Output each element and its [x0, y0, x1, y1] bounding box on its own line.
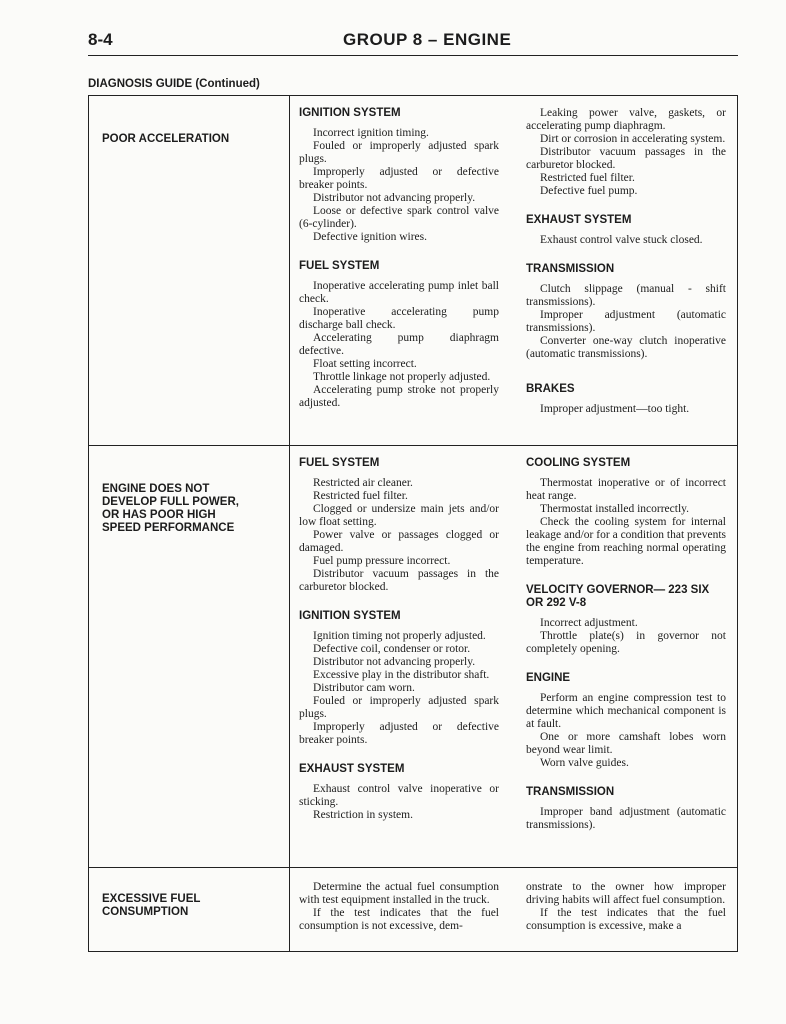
section-heading: IGNITION SYSTEM [299, 610, 401, 622]
list-item: Distributor vacuum passages in the carburetor blocked. [526, 146, 726, 171]
row1-left-column [299, 107, 499, 410]
section-heading: TRANSMISSION [526, 263, 615, 275]
list-item: Restriction in system. [313, 809, 413, 821]
list-item: Dirt or corrosion in accelerating system. [540, 133, 726, 145]
section-heading: EXHAUST SYSTEM [526, 214, 632, 226]
list-item: If the test indicates that the fuel consumption is excessive, make a [526, 907, 726, 932]
list-item: Restricted fuel filter. [540, 172, 635, 184]
section-heading: TRANSMISSION [526, 786, 615, 798]
list-item: Exhaust control valve inoperative or sticking. [299, 783, 499, 808]
list-item: Throttle linkage not properly adjusted. [313, 371, 491, 383]
section-heading: ENGINE [526, 672, 571, 684]
section-heading: BRAKES [526, 383, 575, 395]
section-heading: IGNITION SYSTEM [299, 107, 401, 119]
column-divider [289, 96, 290, 951]
list-item: Thermostat inoperative or of incorrect heat range. [526, 477, 726, 502]
list-item: Defective ignition wires. [313, 231, 428, 243]
list-item: Incorrect ignition timing. [313, 127, 429, 139]
list-item: Clogged or undersize main jets and/or low float setting. [299, 503, 499, 528]
row3-right-column [526, 881, 726, 933]
list-item: Exhaust control valve stuck closed. [540, 234, 703, 246]
list-item: Distributor cam worn. [313, 682, 415, 694]
row2-right-column [526, 457, 726, 832]
list-item: Clutch slippage (manual - shift transmissions). [526, 283, 726, 308]
list-item: Improper adjustment (automatic transmissions). [526, 309, 726, 334]
list-item: Fuel pump pressure incorrect. [313, 555, 451, 567]
list-item: Incorrect adjustment. [540, 617, 638, 629]
condition-poor-power: ENGINE DOES NOT DEVELOP FULL POWER, OR HAS POOR HIGH SPEED PERFORMANCE [102, 483, 239, 534]
list-item: Check the cooling system for internal leakage and/or for a condition that prevents the engine from reaching normal operating temperature. [526, 516, 726, 567]
section-heading: FUEL SYSTEM [299, 260, 380, 272]
page-number: 8-4 [88, 30, 113, 49]
list-item: Fouled or improperly adjusted spark plugs. [299, 695, 499, 720]
list-item: Leaking power valve, gaskets, or accelerating pump diaphragm. [526, 107, 726, 132]
list-item: Fouled or improperly adjusted spark plugs. [299, 140, 499, 165]
condition-excessive-fuel: EXCESSIVE FUEL CONSUMPTION [102, 893, 201, 918]
list-item: Distributor not advancing properly. [313, 192, 476, 204]
list-item: Determine the actual fuel consumption with test equipment installed in the truck. [299, 881, 499, 906]
list-item: Defective fuel pump. [540, 185, 638, 197]
condition-poor-acceleration: POOR ACCELERATION [102, 133, 230, 145]
list-item: Thermostat installed incorrectly. [540, 503, 690, 515]
list-item: Ignition timing not properly adjusted. [313, 630, 486, 642]
list-item: Power valve or passages clogged or damaged. [299, 529, 499, 554]
list-item: Float setting incorrect. [313, 358, 417, 370]
guide-title: DIAGNOSIS GUIDE (Continued) [88, 78, 260, 90]
list-item: Improperly adjusted or defective breaker points. [299, 721, 499, 746]
row3-left-column [299, 881, 499, 933]
list-item: Restricted air cleaner. [313, 477, 413, 489]
list-item: Worn valve guides. [540, 757, 629, 769]
list-item: If the test indicates that the fuel consumption is not excessive, dem- [299, 907, 499, 932]
list-item: Defective coil, condenser or rotor. [313, 643, 471, 655]
list-item: Throttle plate(s) in governor not completely opening. [526, 630, 726, 655]
row2-left-column [299, 457, 499, 822]
list-item: Excessive play in the distributor shaft. [313, 669, 490, 681]
list-item: onstrate to the owner how improper driving habits will affect fuel consumption. [526, 881, 726, 906]
section-heading: COOLING SYSTEM [526, 457, 631, 469]
list-item: Distributor vacuum passages in the carburetor blocked. [299, 568, 499, 593]
row-divider [89, 445, 737, 446]
list-item: One or more camshaft lobes worn beyond wear limit. [526, 731, 726, 756]
row1-right-column [526, 107, 726, 416]
list-item: Accelerating pump stroke not properly adjusted. [299, 384, 499, 409]
list-item: Converter one-way clutch inoperative (automatic transmissions). [526, 335, 726, 360]
page-header [88, 30, 738, 58]
section-heading: EXHAUST SYSTEM [299, 763, 405, 775]
list-item: Inoperative accelerating pump discharge ball check. [299, 306, 499, 331]
list-item: Distributor not advancing properly. [313, 656, 476, 668]
list-item: Perform an engine compression test to determine which mechanical component is at fault. [526, 692, 726, 730]
header-rule [88, 55, 738, 56]
diagnosis-table [88, 95, 738, 952]
list-item: Improperly adjusted or defective breaker points. [299, 166, 499, 191]
list-item: Accelerating pump diaphragm defective. [299, 332, 499, 357]
list-item: Inoperative accelerating pump inlet ball check. [299, 280, 499, 305]
list-item: Improper band adjustment (automatic transmissions). [526, 806, 726, 831]
row-divider [89, 867, 737, 868]
group-title: GROUP 8 – ENGINE [343, 30, 512, 49]
list-item: Loose or defective spark control valve (6-cylinder). [299, 205, 499, 230]
list-item: Restricted fuel filter. [313, 490, 408, 502]
section-heading: VELOCITY GOVERNOR— 223 SIX OR 292 V-8 [526, 584, 710, 609]
section-heading: FUEL SYSTEM [299, 457, 380, 469]
list-item: Improper adjustment—too tight. [540, 403, 690, 415]
